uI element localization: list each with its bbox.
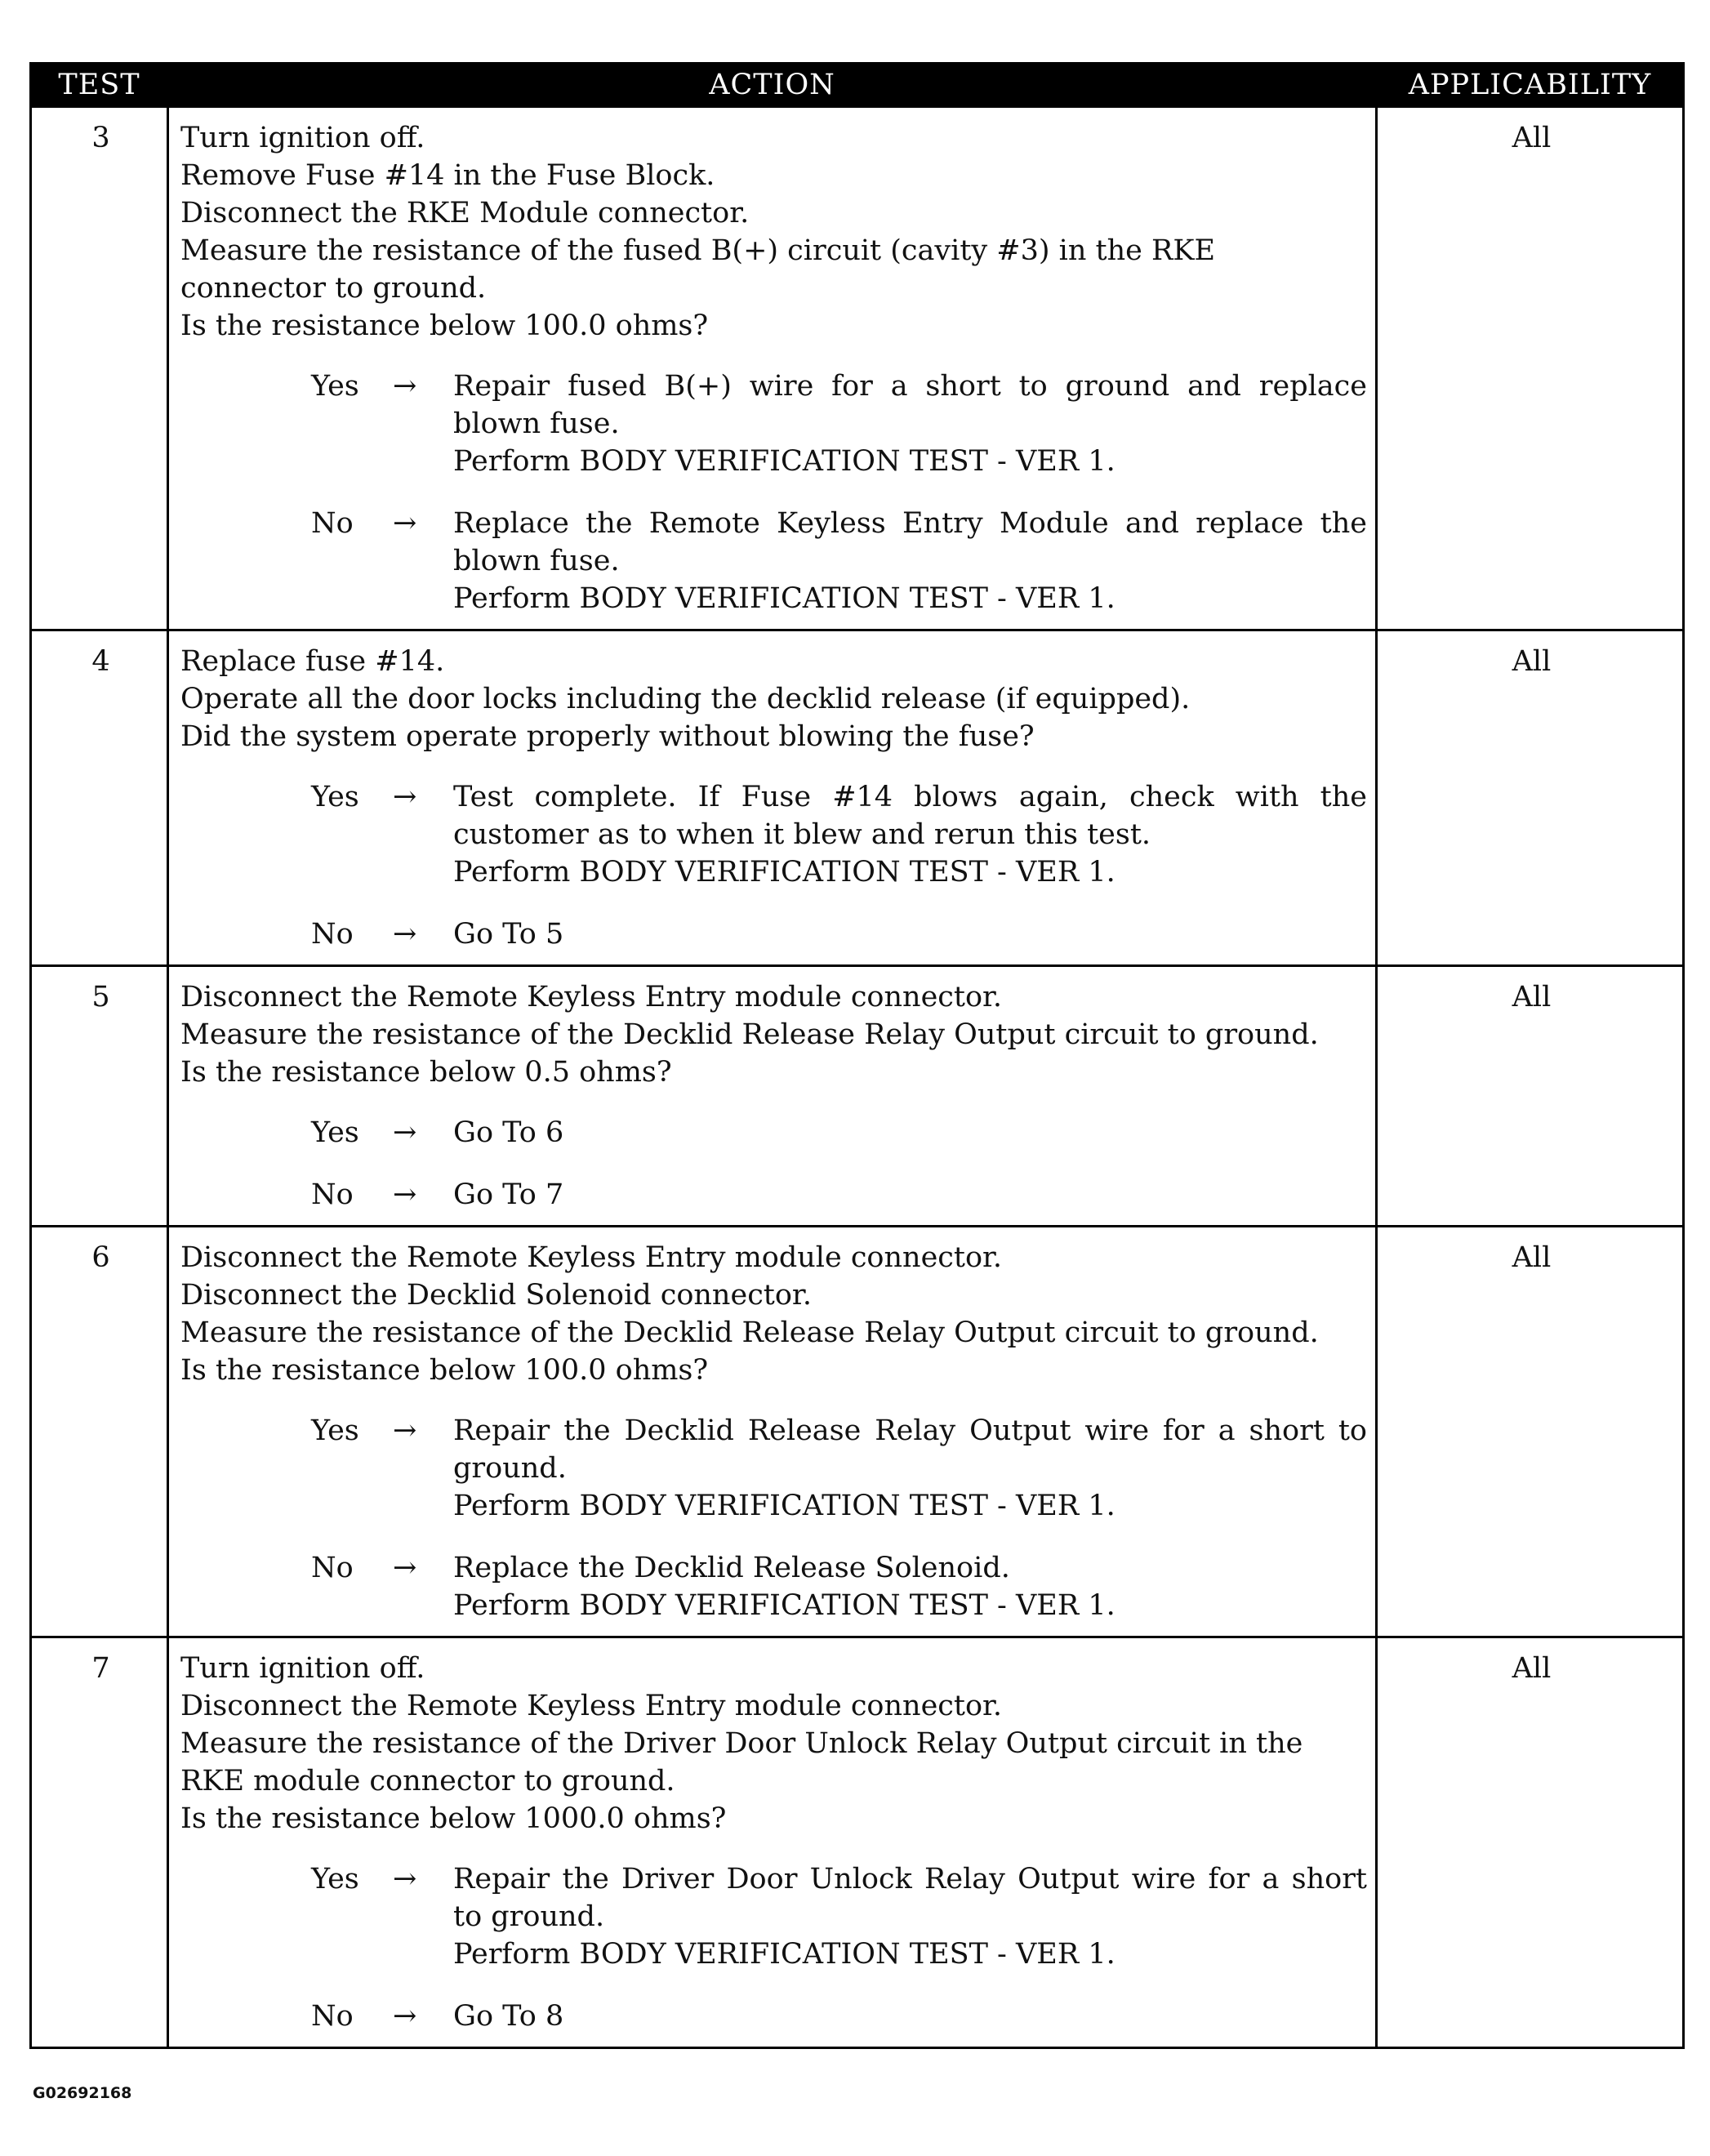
header-applicability: APPLICABILITY — [1377, 64, 1684, 107]
action-cell — [168, 1227, 1377, 1637]
outcome-line: Perform BODY VERIFICATION TEST - VER 1. — [453, 856, 1116, 889]
table-row — [31, 966, 1684, 1227]
outcome-line: Perform BODY VERIFICATION TEST - VER 1. — [453, 1589, 1116, 1622]
diagnostic-test-table — [29, 62, 1685, 2049]
outcome-answer: No — [311, 1552, 354, 1584]
outcome-result — [453, 505, 1367, 617]
right-arrow-icon: → — [393, 1116, 417, 1149]
outcome-result — [453, 1412, 1367, 1525]
outcome-line: Perform BODY VERIFICATION TEST - VER 1. — [453, 445, 1116, 478]
outcome-yes — [180, 778, 1367, 891]
applicability-cell: All — [1377, 1227, 1684, 1637]
table-row — [31, 630, 1684, 966]
outcome-list — [180, 1114, 1367, 1214]
outcome-line: Perform BODY VERIFICATION TEST - VER 1. — [453, 582, 1116, 615]
outcome-list — [180, 368, 1367, 617]
right-arrow-icon: → — [393, 370, 417, 403]
test-number: 3 — [31, 107, 168, 630]
action-cell — [168, 630, 1377, 966]
outcome-answer: Yes — [311, 1116, 359, 1149]
table-row — [31, 1227, 1684, 1637]
table-row — [31, 1637, 1684, 2048]
outcome-list — [180, 1860, 1367, 2035]
applicability-cell: All — [1377, 1637, 1684, 2048]
outcome-line: Perform BODY VERIFICATION TEST - VER 1. — [453, 1490, 1116, 1522]
outcome-no — [180, 915, 1367, 953]
action-step: Is the resistance below 1000.0 ohms? — [180, 1802, 727, 1835]
outcome-answer: Yes — [311, 370, 359, 403]
applicability-cell: All — [1377, 107, 1684, 630]
table-header-row — [31, 64, 1684, 107]
right-arrow-icon: → — [393, 1863, 417, 1895]
action-step: Is the resistance below 0.5 ohms? — [180, 1056, 672, 1089]
outcome-result — [453, 1176, 1367, 1214]
outcome-no — [180, 505, 1367, 617]
header-test: TEST — [31, 64, 168, 107]
outcome-yes — [180, 1860, 1367, 1973]
action-step: Turn ignition off. — [180, 1652, 425, 1685]
action-step: Remove Fuse #14 in the Fuse Block. — [180, 159, 715, 192]
right-arrow-icon: → — [393, 918, 417, 951]
test-number: 7 — [31, 1637, 168, 2048]
table-row — [31, 107, 1684, 630]
outcome-result — [453, 1549, 1367, 1624]
action-step: Replace fuse #14. — [180, 645, 445, 678]
action-step: Disconnect the Remote Keyless Entry module connector. — [180, 1241, 1003, 1274]
outcome-result — [453, 1860, 1367, 1973]
outcome-answer: No — [311, 1178, 354, 1211]
outcome-no — [180, 1549, 1367, 1624]
outcome-result — [453, 915, 1367, 953]
action-step: Is the resistance below 100.0 ohms? — [180, 310, 709, 342]
outcome-no — [180, 1998, 1367, 2035]
outcome-line: Perform BODY VERIFICATION TEST - VER 1. — [453, 1938, 1116, 1971]
action-step: Operate all the door locks including the decklid release (if equipped). — [180, 683, 1191, 715]
outcome-line: Repair the Driver Door Unlock Relay Output wire for a short to ground. — [453, 1863, 1367, 1933]
outcome-yes — [180, 368, 1367, 480]
right-arrow-icon: → — [393, 781, 417, 813]
outcome-result — [453, 368, 1367, 480]
test-number: 5 — [31, 966, 168, 1227]
action-step: Disconnect the RKE Module connector. — [180, 197, 750, 229]
outcome-line: Replace the Remote Keyless Entry Module and replace the blown fuse. — [453, 507, 1367, 577]
action-step: Measure the resistance of the fused B(+) circuit (cavity #3) in the RKE connector to ground. — [180, 234, 1216, 305]
outcome-line: Go To 8 — [453, 2000, 564, 2033]
outcome-no — [180, 1176, 1367, 1214]
outcome-line: Go To 7 — [453, 1178, 564, 1211]
action-step: Disconnect the Remote Keyless Entry module connector. — [180, 981, 1003, 1013]
applicability-cell: All — [1377, 966, 1684, 1227]
outcome-line: Repair fused B(+) wire for a short to ground and replace blown fuse. — [453, 370, 1367, 440]
right-arrow-icon: → — [393, 1414, 417, 1447]
diagnostic-procedure-page — [29, 62, 1682, 2049]
action-step: Measure the resistance of the Driver Door Unlock Relay Output circuit in the RKE module connector to ground. — [180, 1727, 1303, 1797]
applicability-cell: All — [1377, 630, 1684, 966]
right-arrow-icon: → — [393, 507, 417, 540]
outcome-yes — [180, 1412, 1367, 1525]
outcome-line: Test complete. If Fuse #14 blows again, check with the customer as to when it blew and rerun this test. — [453, 781, 1367, 851]
outcome-answer: No — [311, 507, 354, 540]
outcome-answer: No — [311, 918, 354, 951]
outcome-result — [453, 1998, 1367, 2035]
outcome-line: Repair the Decklid Release Relay Output wire for a short to ground. — [453, 1414, 1367, 1485]
test-number: 6 — [31, 1227, 168, 1637]
outcome-answer: No — [311, 2000, 354, 2033]
outcome-answer: Yes — [311, 1414, 359, 1447]
header-action: ACTION — [168, 64, 1377, 107]
outcome-line: Go To 5 — [453, 918, 564, 951]
action-step: Turn ignition off. — [180, 122, 425, 154]
outcome-answer: Yes — [311, 1863, 359, 1895]
action-cell — [168, 966, 1377, 1227]
right-arrow-icon: → — [393, 1178, 417, 1211]
action-cell — [168, 107, 1377, 630]
right-arrow-icon: → — [393, 2000, 417, 2033]
action-step: Measure the resistance of the Decklid Release Relay Output circuit to ground. — [180, 1316, 1319, 1349]
action-cell — [168, 1637, 1377, 2048]
action-step: Disconnect the Decklid Solenoid connector. — [180, 1279, 812, 1312]
action-step: Measure the resistance of the Decklid Release Relay Output circuit to ground. — [180, 1018, 1319, 1051]
test-number: 4 — [31, 630, 168, 966]
outcome-line: Replace the Decklid Release Solenoid. — [453, 1552, 1010, 1584]
outcome-result — [453, 1114, 1367, 1152]
outcome-result — [453, 778, 1367, 891]
right-arrow-icon: → — [393, 1552, 417, 1584]
action-step: Disconnect the Remote Keyless Entry module connector. — [180, 1690, 1003, 1722]
outcome-yes — [180, 1114, 1367, 1152]
outcome-answer: Yes — [311, 781, 359, 813]
outcome-line: Go To 6 — [453, 1116, 564, 1149]
outcome-list — [180, 778, 1367, 953]
action-step: Is the resistance below 100.0 ohms? — [180, 1354, 709, 1387]
action-step: Did the system operate properly without blowing the fuse? — [180, 720, 1035, 753]
figure-id: G02692168 — [33, 2084, 132, 2102]
outcome-list — [180, 1412, 1367, 1624]
